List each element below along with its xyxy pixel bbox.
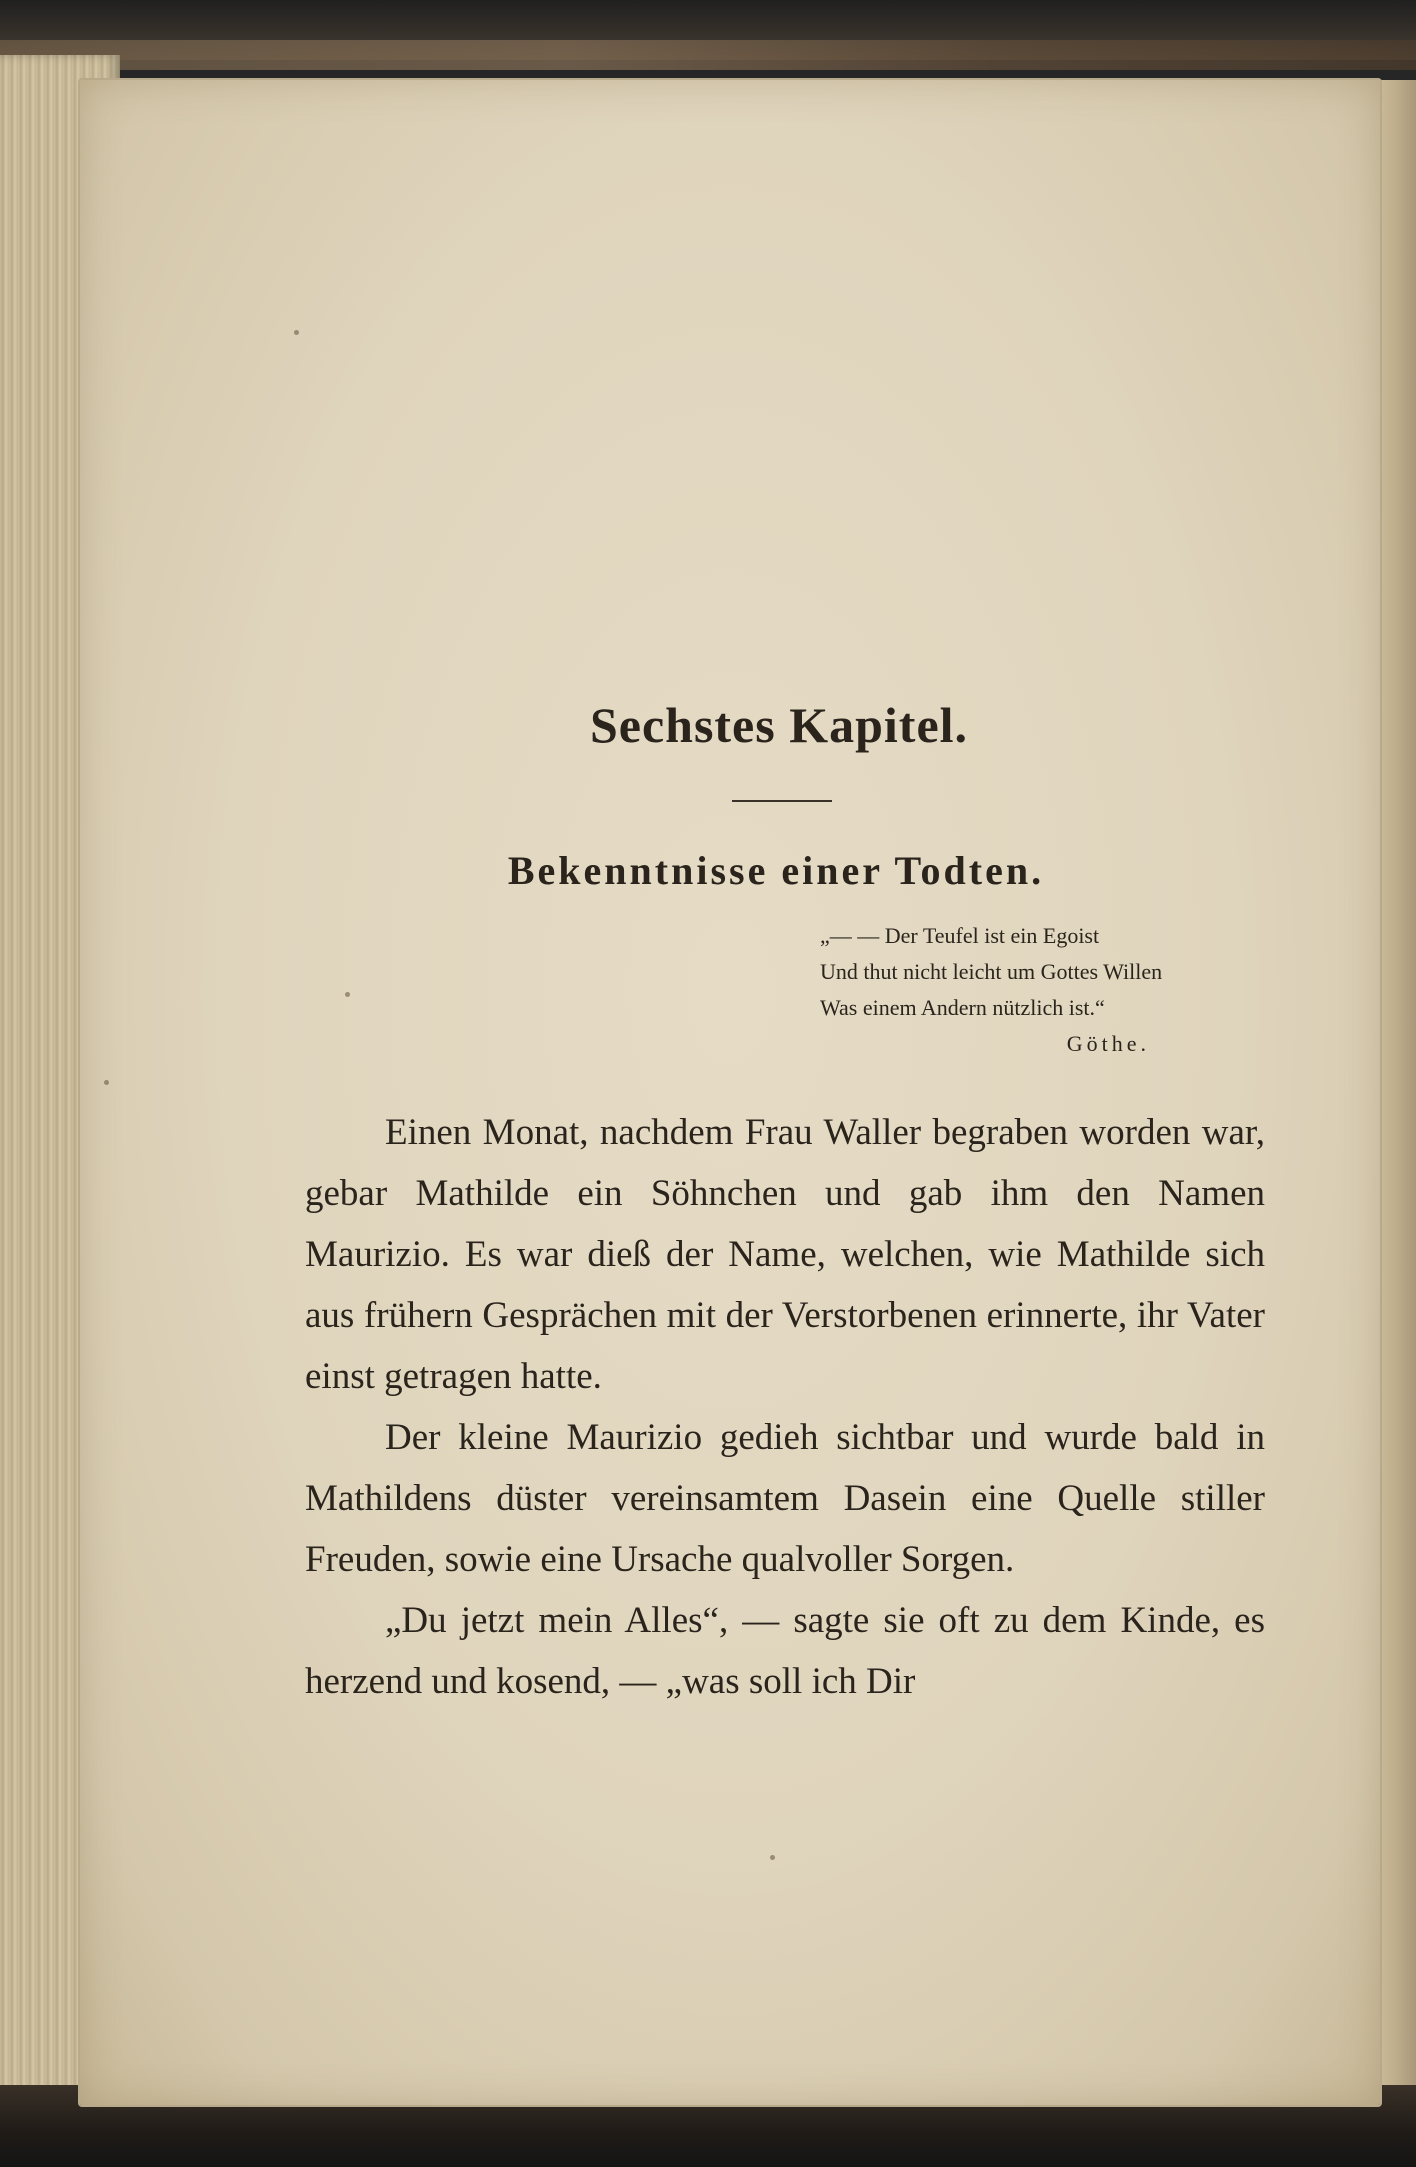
paragraph: Einen Monat, nachdem Frau Waller begraben worden war, gebar Mathilde ein Söhnchen und gab ihm den Namen Maurizio. Es war dieß der Name, welchen, wie Mathilde sich aus frühern Gesprächen mit der Verstorbenen erinnerte, ihr Vater einst getragen hatte. <box>305 1112 1265 1397</box>
paragraph: „Du jetzt mein Alles“, — sagte sie oft zu dem Kinde, es herzend und kosend, — „was soll ich Dir <box>305 1600 1265 1702</box>
paragraph: Der kleine Maurizio gedieh sichtbar und wurde bald in Mathildens düster vereinsamtem Dasein eine Quelle stiller Freuden, sowie eine Ursache qualvoller Sorgen. <box>305 1417 1265 1580</box>
paper-speck <box>770 1855 775 1860</box>
paper-speck <box>294 330 299 335</box>
epigraph-line: Und thut nicht leicht um Gottes Willen <box>820 959 1163 984</box>
title-divider <box>732 800 832 802</box>
page-content <box>305 690 1265 1712</box>
book-cover-edge <box>0 40 1416 70</box>
epigraph-attribution: Göthe. <box>1066 1031 1150 1056</box>
epigraph <box>820 918 1240 1062</box>
epigraph-line: „— — Der Teufel ist ein Egoist <box>820 923 1100 948</box>
epigraph-line: Was einem Andern nützlich ist.“ <box>820 995 1105 1020</box>
body-text <box>305 1102 1265 1712</box>
paper-speck <box>104 1080 109 1085</box>
section-title: Bekenntnisse einer Todten. <box>507 848 1045 893</box>
page-stack-right <box>1375 80 1416 2105</box>
chapter-title: Sechstes Kapitel. <box>589 697 969 753</box>
